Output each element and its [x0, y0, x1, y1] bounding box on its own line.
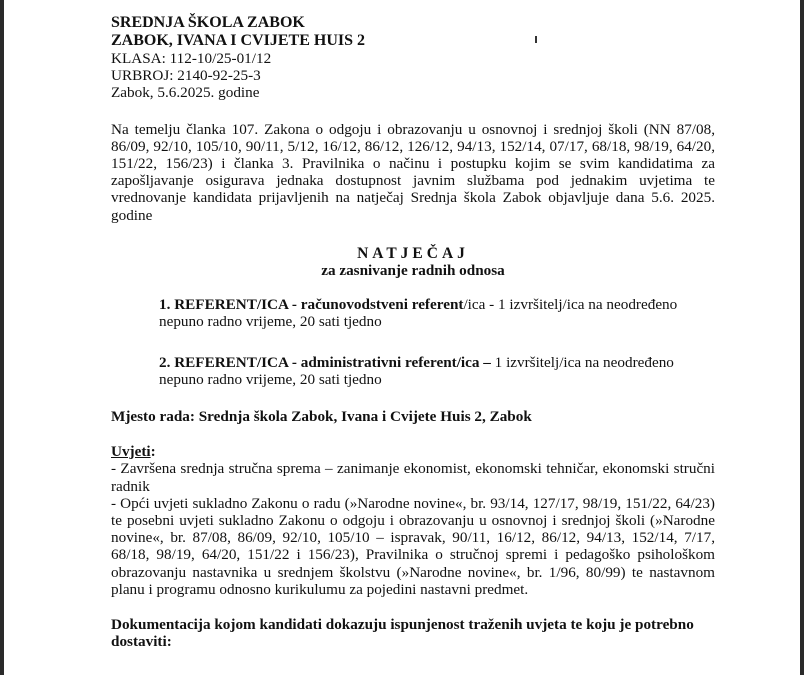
document-subtitle: za zasnivanje radnih odnosa: [321, 262, 505, 280]
position-details: /ica - 1 izvršitelj/ica na neodređeno nepuno radno vrijeme, 20 sati tjedno: [159, 296, 678, 331]
urbroj: URBROJ: 2140-92-25-3: [111, 67, 261, 85]
condition-item: - Završena srednja stručna sprema – zanimanje ekonomist, ekonomski tehničar, ekonomski stručni radnik: [111, 460, 715, 495]
document-title: NATJEČAJ: [357, 244, 469, 262]
position-item: [159, 354, 715, 388]
school-name: SREDNJA ŠKOLA ZABOK: [111, 14, 305, 31]
conditions-section: [111, 443, 715, 598]
intro-paragraph: Na temelju članka 107. Zakona o odgoju i obrazovanju u osnovnoj i srednjoj školi (NN 87/08, 86/09, 92/10, 105/10, 90/11, 5/12, 16/12, 86/12, 126/12, 94/13, 152/14, 07/17, 68/18, 98/19, 64/20, 151/22, 156/23) i članka 3. Pravilnika o načinu i postupku kojim se svim kandidatima za zapošljavanje osigurava jednaka dostupnost javnim službama pod jednakim uvjetima te vrednovanje kandidata prijavljenih na natječaj Srednja škola Zabok objavljuje dana 5.6. 2025. godine: [111, 120, 715, 224]
conditions-colon: :: [150, 443, 156, 461]
letterhead: [111, 14, 715, 102]
document-date: Zabok, 5.6.2025. godine: [111, 84, 260, 102]
documentation-heading: Dokumentacija kojom kandidati dokazuju ispunjenost traženih uvjeta te koju je potrebno dostaviti:: [111, 616, 694, 651]
school-address: ZABOK, IVANA I CVIJETE HUIS 2: [111, 32, 365, 49]
title-block: [111, 245, 715, 279]
klasa: KLASA: 112-10/25-01/12: [111, 50, 272, 67]
position-item: [159, 296, 715, 330]
workplace: Mjesto rada: Srednja škola Zabok, Ivana i Cvijete Huis 2, Zabok: [111, 408, 532, 426]
position-title: 2. REFERENT/ICA - administrativni referent/ica –: [159, 353, 491, 371]
condition-item: - Opći uvjeti sukladno Zakonu o radu (»Narodne novine«, br. 93/14, 127/17, 98/19, 151/22, 64/23) te posebni uvjeti sukladno Zakonu o odgoju i obrazovanju u osnovnoj i srednjoj školi (»Narodne novine«, br. 87/08, 86/09, 92/10, 105/10 – ispravak, 90/11, 16/12, 86/12, 94/13, 152/14, 7/17, 68/18, 98/19, 64/20, 151/22 i 156/23), Pravilnika o stručnoj spremi i pedagoško psihološkom obrazovanju nastavnika u srednjem školstvu (»Narodne novine«, br. 1/96, 80/99) te nastavnom planu i programu odnosno kurikulumu za pojedini nastavni predmet.: [111, 494, 715, 598]
page-edge-left: [0, 0, 4, 675]
position-details: 1 izvršitelj/ica na neodređeno nepuno radno vrijeme, 20 sati tjedno: [159, 353, 674, 388]
page-edge-right: [800, 0, 804, 675]
conditions-heading: Uvjeti: [111, 443, 151, 461]
position-title: 1. REFERENT/ICA - računovodstveni referent: [159, 296, 464, 314]
document-content: [111, 14, 715, 650]
